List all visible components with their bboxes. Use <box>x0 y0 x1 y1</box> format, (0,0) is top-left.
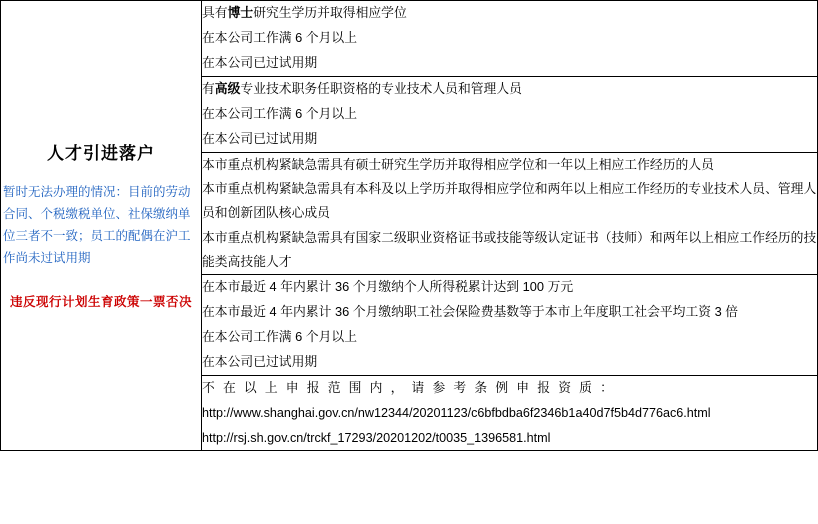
reference-notice: 不 在 以 上 申 报 范 围 内 ， 请 参 考 条 例 申 报 资 质 ： <box>202 380 616 396</box>
table-row <box>1 1 818 77</box>
reference-link[interactable]: http://www.shanghai.gov.cn/nw12344/20201123/c6bfbdba6f2346b1a40d7f5b4d776ac6.html <box>202 406 711 421</box>
category-note: 暂时无法办理的情况：目前的劳动合同、个税缴税单位、社保缴纳单位三者不一致；员工的配偶在沪工作尚未过试用期 <box>3 185 191 265</box>
condition-cell-3 <box>202 152 818 275</box>
reference-link[interactable]: http://rsj.sh.gov.cn/trckf_17293/20201202/t0035_1396581.html <box>202 430 551 445</box>
condition-line: 在本公司工作满 6 个月以上 <box>202 29 357 45</box>
condition-cell-2 <box>202 76 818 152</box>
condition-line: 有高级专业技术职务任职资格的专业技术人员和管理人员 <box>202 80 522 96</box>
condition-line: 在本公司工作满 6 个月以上 <box>202 329 357 345</box>
category-warning: 违反现行计划生育政策一票否决 <box>9 294 192 309</box>
condition-line: 具有博士研究生学历并取得相应学位 <box>202 5 407 20</box>
condition-line: 本市重点机构紧缺急需具有硕士研究生学历并取得相应学位和一年以上相应工作经历的人员 <box>202 156 714 172</box>
condition-line: 本市重点机构紧缺急需具有国家二级职业资格证书或技能等级认定证书（技师）和两年以上相应工作经历的技能类高技能人才 <box>202 229 817 269</box>
category-title: 人才引进落户 <box>47 144 155 164</box>
condition-line: 在本公司工作满 6 个月以上 <box>202 105 357 121</box>
condition-line: 在本市最近 4 年内累计 36 个月缴纳职工社会保险费基数等于本市上年度职工社会平均工资 3 倍 <box>202 304 739 320</box>
condition-line: 本市重点机构紧缺急需具有本科及以上学历并取得相应学位和两年以上相应工作经历的专业技术人员、管理人员和创新团队核心成员 <box>202 181 817 221</box>
condition-line: 在本市最近 4 年内累计 36 个月缴纳个人所得税累计达到 100 万元 <box>202 279 574 295</box>
condition-line: 在本公司已过试用期 <box>202 354 318 370</box>
condition-line: 在本公司已过试用期 <box>202 130 318 146</box>
condition-line: 在本公司已过试用期 <box>202 54 318 70</box>
condition-cell-1 <box>202 1 818 77</box>
category-cell <box>1 1 202 451</box>
condition-cell-4 <box>202 275 818 376</box>
reference-cell <box>202 376 818 451</box>
